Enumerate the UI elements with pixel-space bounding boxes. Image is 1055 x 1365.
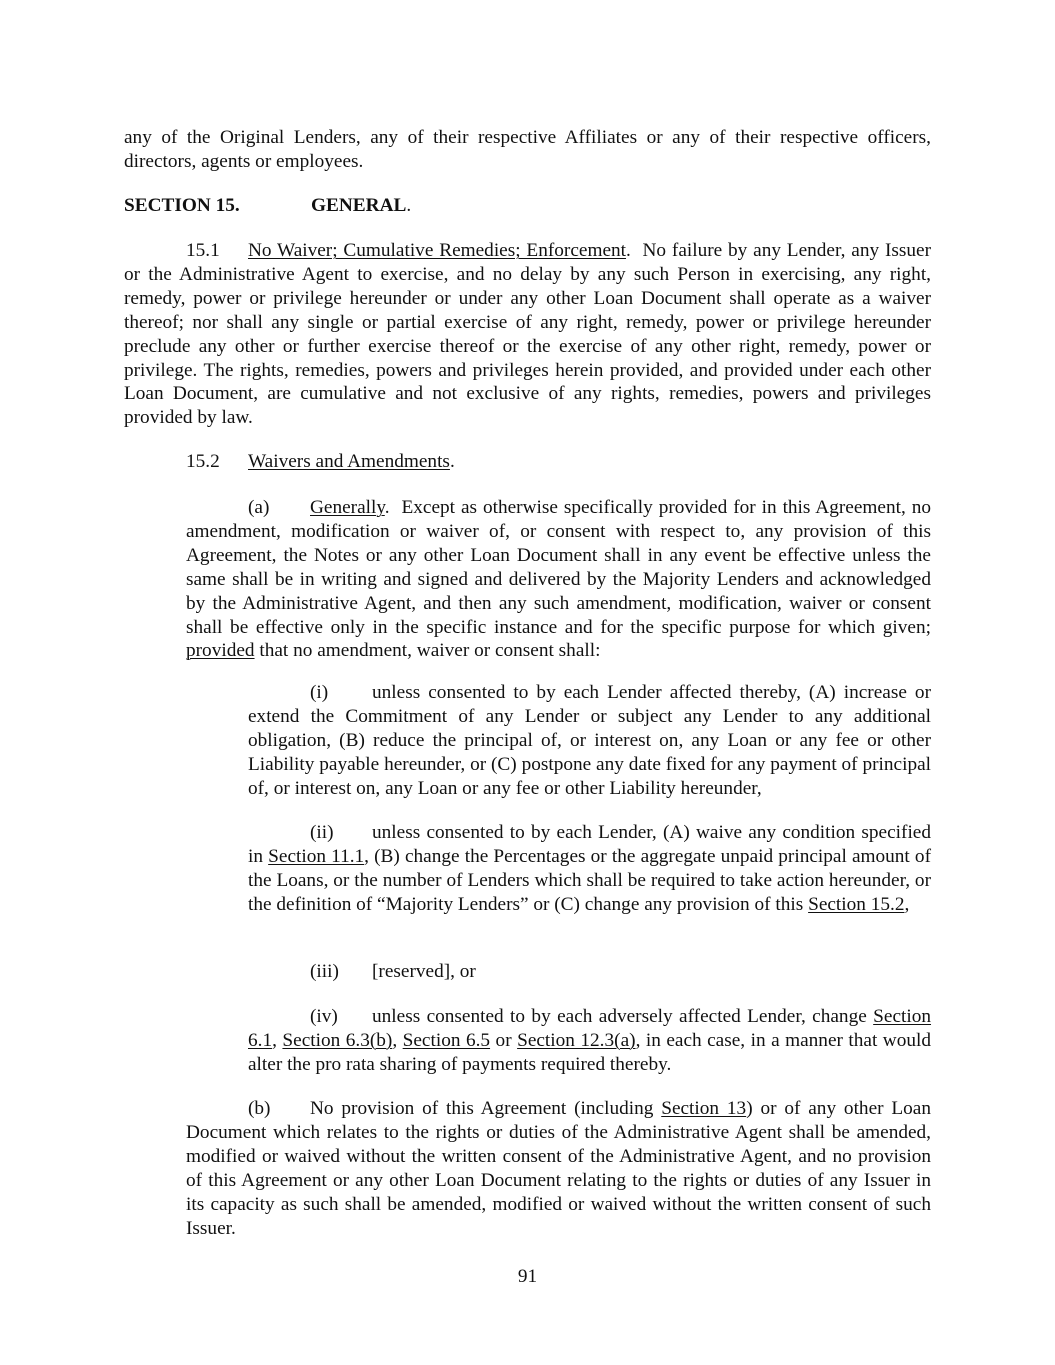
paragraph-number: 15.2 bbox=[186, 451, 220, 472]
section-reference: Section 13 bbox=[661, 1098, 747, 1119]
clause-label: (a) bbox=[248, 497, 270, 518]
paragraph-15-2: 15.2 Waivers and Amendments. bbox=[186, 451, 455, 472]
clause-ii: (ii) unless consented to by each Lender, (A) waive any condition specified in Section 11.1, (B) change the Percentages or the aggregate unpaid principal amount of the Loans, or the number of Lenders which shall be required to take action hereunder, or the definition of “Majority Lenders” or (C) change any provision of this Section 15.2, bbox=[248, 822, 931, 915]
paragraph-body: No failure by any Lender, any Issuer or the Administrative Agent to exercise, and no delay by any such Person in exercising, any right, remedy, power or privilege hereunder or under any other Loan Document shall operate as a waiver thereof; nor shall any single or partial exercise of any right, remedy, power or privilege hereunder preclude any other or further exercise thereof or the exercise of any other right, remedy, power or privilege. The rights, remedies, powers and privileges herein provided, and provided under each other Loan Document, are cumulative and not exclusive of any rights, remedies, powers and privileges provided by law. bbox=[124, 240, 931, 429]
clause-label: (b) bbox=[248, 1098, 271, 1119]
clause-a: (a) Generally. Except as otherwise specifically provided for in this Agreement, no amendment, modification or waiver of, or consent with respect to, any provision of this Agreement, the Notes or any other Loan Document shall in any event be effective unless the same shall be in writing and signed and delivered by the Majority Lenders and acknowledged by the Administrative Agent, and then any such amendment, modification, waiver or consent shall be effective only in the specific instance and for the specific purpose for which given; provided that no amendment, waiver or consent shall: bbox=[186, 497, 932, 662]
intro-paragraph: any of the Original Lenders, any of their respective Affiliates or any of their respective officers, directors, agents or employees. bbox=[124, 127, 931, 172]
clause-heading: Generally bbox=[310, 497, 385, 518]
section-heading: SECTION 15. GENERAL. bbox=[124, 195, 412, 216]
section-reference: Section 6.3(b) bbox=[282, 1029, 393, 1051]
paragraph-heading: Waivers and Amendments bbox=[248, 451, 450, 472]
section-reference: Section 12.3(a) bbox=[517, 1029, 636, 1051]
clause-label: (ii) bbox=[310, 822, 334, 843]
clause-label: (iii) bbox=[310, 961, 339, 982]
clause-b: (b) No provision of this Agreement (including Section 13) or of any other Loan Document which relates to the rights or duties of the Administrative Agent shall be amended, modified or waived without the written consent of the Administrative Agent, and no provision of this Agreement or any other Loan Document relating to the rights or duties of any Issuer in its capacity as such shall be amended, modified or waived without the written consent of such Issuer. bbox=[186, 1098, 932, 1239]
clause-label: (iv) bbox=[310, 1006, 338, 1027]
paragraph-number: 15.1 bbox=[186, 240, 220, 261]
paragraph-heading: No Waiver; Cumulative Remedies; Enforcement bbox=[248, 240, 627, 261]
section-reference: Section 6.5 bbox=[402, 1029, 491, 1051]
paragraph-15-1: 15.1 No Waiver; Cumulative Remedies; Enforcement. No failure by any Lender, any Issuer or the Administrative Agent to exercise, and no delay by any such Person in exercising, any right, remedy, power or privilege hereunder or under any other Loan Document shall operate as a waiver thereof; nor shall any single or partial exercise of any right, remedy, power or privilege hereunder preclude any other or further exercise thereof or the exercise of any other right, remedy, power or privilege. The rights, remedies, powers and privileges herein provided, and provided under each other Loan Document, are cumulative and not exclusive of any rights, remedies, powers and privileges provided by law. bbox=[124, 240, 931, 429]
clause-label: (i) bbox=[310, 682, 329, 703]
clause-iii: (iii) [reserved], or bbox=[310, 961, 476, 982]
section-title: GENERAL bbox=[311, 195, 407, 216]
section-number: SECTION 15. bbox=[124, 195, 240, 216]
section-reference: Section 6.1 bbox=[248, 1006, 932, 1051]
provided-term: provided bbox=[186, 640, 255, 662]
section-reference: Section 11.1 bbox=[268, 845, 365, 867]
page-number: 91 bbox=[517, 1266, 538, 1287]
clause-i: (i) unless consented to by each Lender affected thereby, (A) increase or extend the Commitment of any Lender or subject any Lender to any additional obligation, (B) reduce the principal of, or interest on, any Loan or any fee or other Liability payable hereunder, or (C) postpone any date fixed for any payment of principal of, or interest on, any Loan or any fee or other Liability hereunder, bbox=[248, 682, 931, 799]
clause-iv: (iv) unless consented to by each adversely affected Lender, change Section 6.1, Section 6.3(b), Section 6.5 or Section 12.3(a), in each case, in a manner that would alter the pro rata sharing of payments required thereby. bbox=[248, 1006, 932, 1075]
section-reference: Section 15.2 bbox=[808, 893, 905, 915]
